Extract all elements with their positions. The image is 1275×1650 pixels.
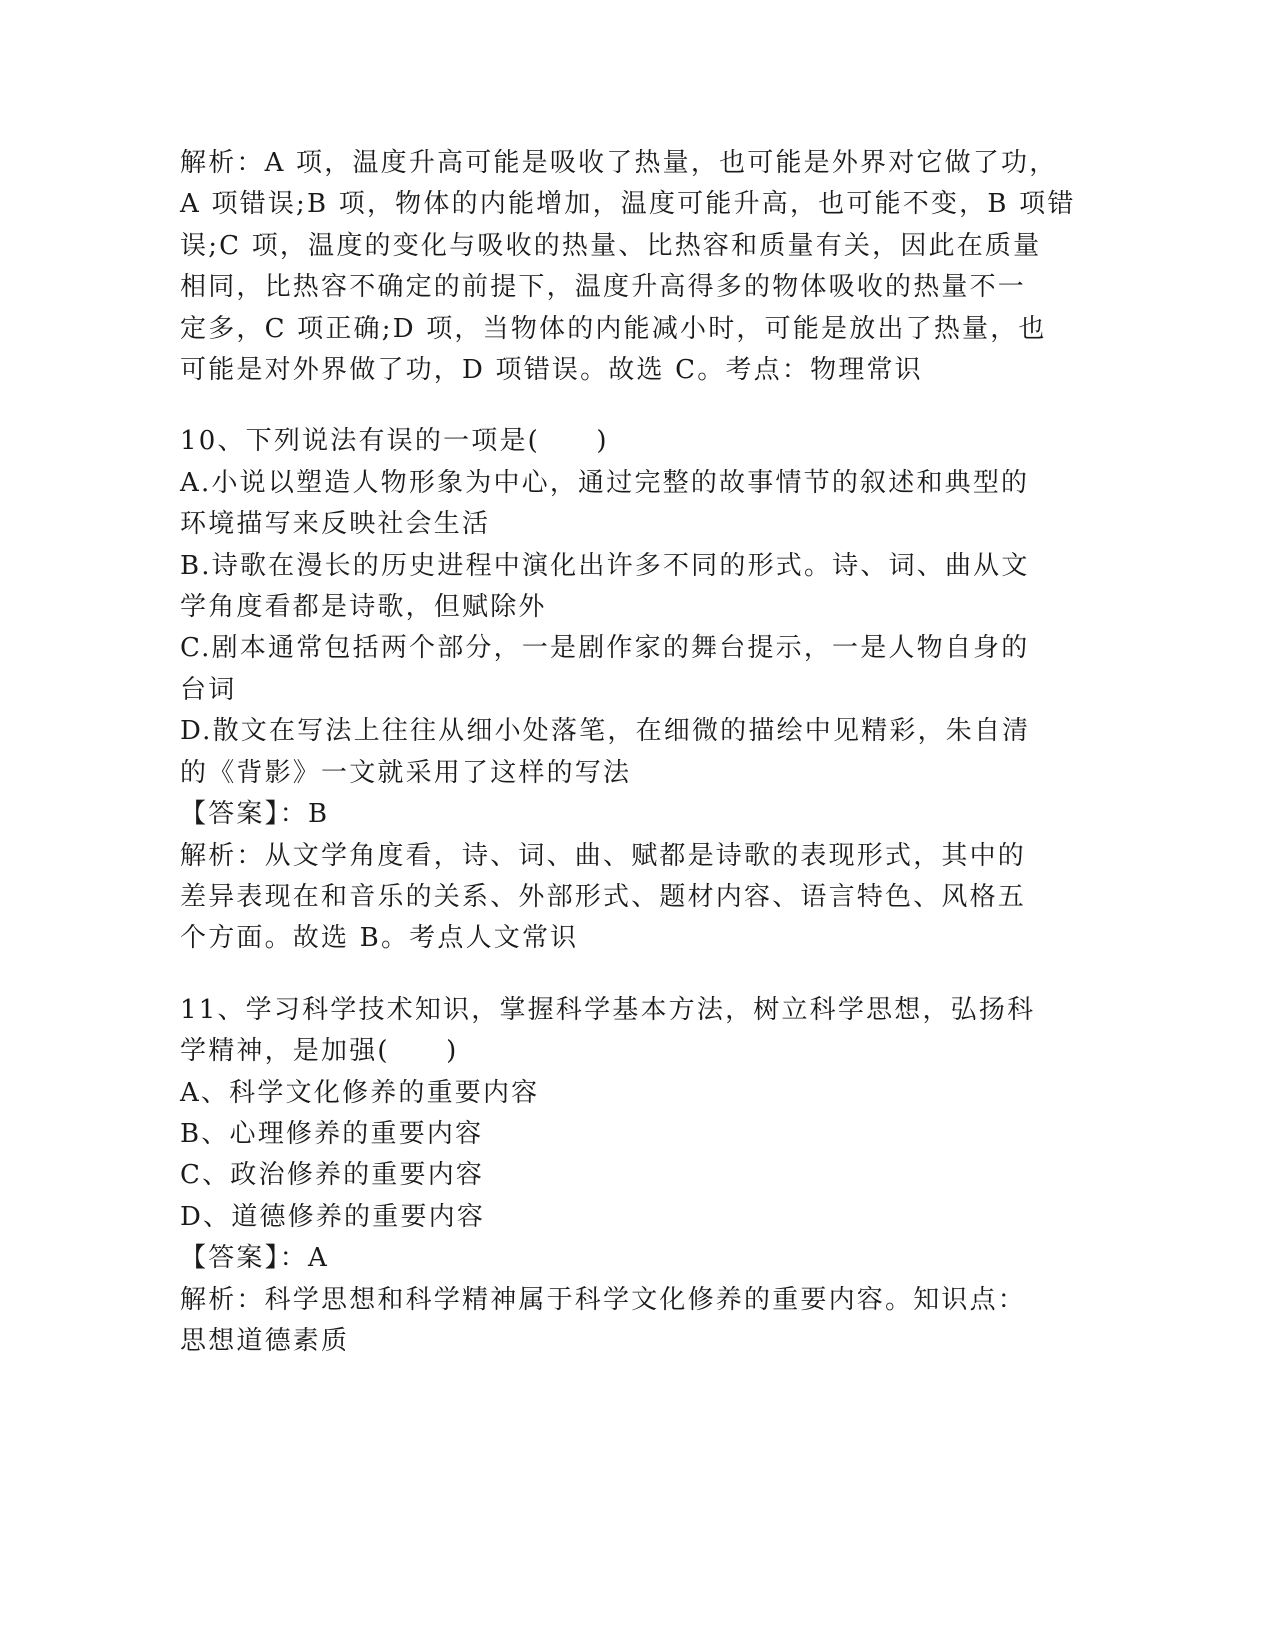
analysis-line: 误;C 项，温度的变化与吸收的热量、比热容和质量有关，因此在质量	[180, 230, 1042, 261]
analysis-line: 可能是对外界做了功，D 项错误。故选 C。考点：物理常识	[180, 355, 923, 386]
option-a: A、科学文化修养的重要内容	[180, 1077, 540, 1108]
question-text: 10、下列说法有误的一项是( )	[180, 426, 609, 457]
analysis-line: 思想道德素质	[180, 1325, 350, 1356]
option-d: D.散文在写法上往往从细小处落笔，在细微的描绘中见精彩，朱自清	[180, 716, 1031, 747]
option-b: B.诗歌在漫长的历史进程中演化出许多不同的形式。诗、词、曲从文	[180, 550, 1030, 581]
spacer	[180, 391, 1050, 421]
answer-text: 【答案】：A	[180, 1243, 329, 1274]
spacer	[180, 960, 1050, 990]
analysis-line: 相同，比热容不确定的前提下，温度升高得多的物体吸收的热量不一	[180, 272, 1027, 303]
option-b: 学角度看都是诗歌，但赋除外	[180, 592, 547, 623]
analysis-line: 个方面。故选 B。考点人文常识	[180, 923, 579, 954]
option-d: 的《背影》一文就采用了这样的写法	[180, 757, 632, 788]
option-a: A.小说以塑造人物形象为中心，通过完整的故事情节的叙述和典型的	[180, 467, 1030, 498]
analysis-line: 差异表现在和音乐的关系、外部形式、题材内容、语言特色、风格五	[180, 881, 1027, 912]
option-a: 环境描写来反映社会生活	[180, 509, 491, 540]
analysis-line: 解析：科学思想和科学精神属于科学文化修养的重要内容。知识点：	[180, 1284, 1027, 1315]
q9-analysis	[180, 143, 1076, 391]
analysis-line: 解析：A 项，温度升高可能是吸收了热量，也可能是外界对它做了功，	[180, 148, 1058, 178]
question-11	[180, 990, 1050, 1363]
option-c: 台词	[180, 674, 237, 705]
document-page	[180, 143, 1076, 1362]
analysis-line: 定多，C 项正确;D 项，当物体的内能减小时，可能是放出了热量，也	[180, 313, 1047, 344]
question-10	[180, 421, 1050, 959]
analysis-line: A 项错误;B 项，物体的内能增加，温度可能升高，也可能不变，B 项错	[180, 189, 1076, 220]
question-text: 学精神，是加强( )	[180, 1036, 459, 1067]
answer-text: 【答案】：B	[180, 799, 330, 830]
option-b: B、心理修养的重要内容	[180, 1118, 484, 1149]
question-text: 11、学习科学技术知识，掌握科学基本方法，树立科学思想，弘扬科	[180, 994, 1036, 1025]
option-c: C.剧本通常包括两个部分，一是剧作家的舞台提示，一是人物自身的	[180, 633, 1030, 664]
option-c: C、政治修养的重要内容	[180, 1160, 485, 1191]
option-d: D、道德修养的重要内容	[180, 1201, 486, 1232]
analysis-line: 解析：从文学角度看，诗、词、曲、赋都是诗歌的表现形式，其中的	[180, 840, 1027, 871]
